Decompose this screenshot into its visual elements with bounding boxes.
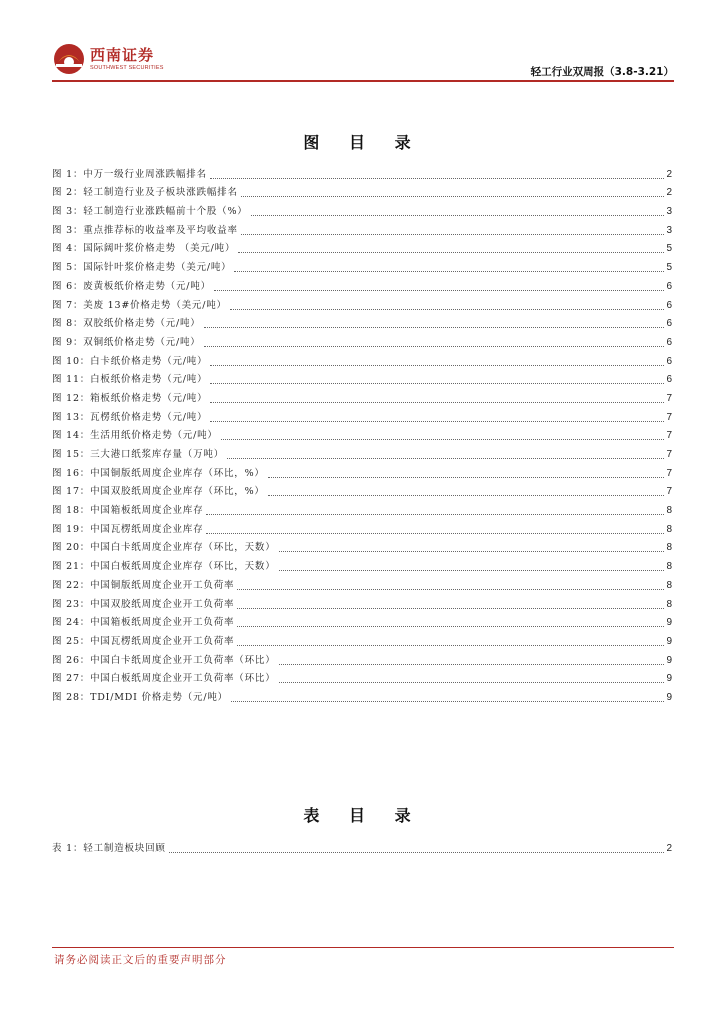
toc-leader-dots bbox=[206, 533, 664, 534]
toc-entry[interactable] bbox=[52, 255, 672, 274]
toc-entry-page-number[interactable]: 2 bbox=[666, 168, 672, 180]
toc-leader-dots bbox=[268, 477, 665, 478]
toc-entry-page-number[interactable]: 8 bbox=[666, 579, 672, 591]
toc-entry[interactable] bbox=[52, 517, 672, 536]
toc-entry-page-number[interactable]: 6 bbox=[666, 280, 672, 292]
toc-leader-dots bbox=[238, 252, 664, 253]
toc-entry-page-number[interactable]: 2 bbox=[666, 842, 672, 854]
company-logo bbox=[52, 42, 252, 76]
toc-leader-dots bbox=[227, 458, 664, 459]
toc-entry-label[interactable]: 图 21：中国白板纸周度企业库存（环比，天数） bbox=[52, 561, 276, 573]
toc-leader-dots bbox=[221, 439, 665, 440]
toc-entry-label[interactable]: 图 20：中国白卡纸周度企业库存（环比，天数） bbox=[52, 542, 276, 554]
toc-entry-label[interactable]: 图 8：双胶纸价格走势（元/吨） bbox=[52, 318, 201, 330]
toc-entry-page-number[interactable]: 7 bbox=[666, 486, 672, 498]
toc-leader-dots bbox=[279, 682, 665, 683]
toc-entry[interactable] bbox=[52, 648, 672, 667]
toc-entry[interactable] bbox=[52, 611, 672, 630]
toc-entry-label[interactable]: 图 3：轻工制造行业涨跌幅前十个股（%） bbox=[52, 206, 248, 218]
toc-entry-page-number[interactable]: 9 bbox=[666, 673, 672, 685]
toc-leader-dots bbox=[279, 551, 665, 552]
toc-leader-dots bbox=[237, 645, 664, 646]
toc-entry-page-number[interactable]: 7 bbox=[666, 392, 672, 404]
toc-entry[interactable] bbox=[52, 237, 672, 256]
toc-leader-dots bbox=[279, 570, 665, 571]
toc-entry-page-number[interactable]: 8 bbox=[666, 523, 672, 535]
toc-entry-label[interactable]: 图 27：中国白板纸周度企业开工负荷率（环比） bbox=[52, 673, 276, 685]
toc-entry-label[interactable]: 图 14：生活用纸价格走势（元/吨） bbox=[52, 430, 218, 442]
toc-leader-dots bbox=[237, 626, 664, 627]
toc-entry[interactable] bbox=[52, 368, 672, 387]
toc-entry-page-number[interactable]: 9 bbox=[666, 691, 672, 703]
toc-entry-page-number[interactable]: 5 bbox=[666, 243, 672, 255]
logo-chinese-name: 西南证券 bbox=[90, 46, 155, 64]
toc-entry-label[interactable]: 图 17：中国双胶纸周度企业库存（环比，%） bbox=[52, 486, 265, 498]
toc-entry[interactable] bbox=[52, 218, 672, 237]
toc-entry[interactable] bbox=[52, 199, 672, 218]
header-divider bbox=[52, 80, 674, 82]
footer-divider bbox=[52, 947, 674, 948]
toc-leader-dots bbox=[210, 178, 665, 179]
toc-leader-dots bbox=[169, 852, 665, 853]
toc-entry-page-number[interactable]: 7 bbox=[666, 411, 672, 423]
toc-leader-dots bbox=[237, 608, 664, 609]
toc-leader-dots bbox=[204, 327, 665, 328]
tables-toc-title: 表 目 录 bbox=[303, 806, 423, 825]
toc-entry[interactable] bbox=[52, 685, 672, 704]
toc-entry-label[interactable]: 图 25：中国瓦楞纸周度企业开工负荷率 bbox=[52, 635, 235, 647]
toc-entry-label[interactable]: 图 11：白板纸价格走势（元/吨） bbox=[52, 374, 208, 386]
toc-leader-dots bbox=[214, 290, 665, 291]
toc-entry-page-number[interactable]: 7 bbox=[666, 430, 672, 442]
toc-entry-label[interactable]: 图 24：中国箱板纸周度企业开工负荷率 bbox=[52, 617, 235, 629]
report-title: 轻工行业双周报（3.8-3.21） bbox=[530, 66, 674, 78]
toc-entry[interactable] bbox=[52, 498, 672, 517]
figures-toc-list bbox=[52, 162, 672, 704]
toc-entry-label[interactable]: 图 10：白卡纸价格走势（元/吨） bbox=[52, 355, 208, 367]
toc-entry-label[interactable]: 表 1：轻工制造板块回顾 bbox=[52, 842, 166, 854]
toc-entry[interactable] bbox=[52, 293, 672, 312]
footer-disclaimer: 请务必阅读正文后的重要声明部分 bbox=[54, 954, 227, 966]
page-header bbox=[52, 40, 674, 82]
toc-entry-page-number[interactable]: 6 bbox=[666, 336, 672, 348]
toc-leader-dots bbox=[204, 346, 665, 347]
toc-entry[interactable] bbox=[52, 330, 672, 349]
toc-entry-label[interactable]: 图 22：中国铜版纸周度企业开工负荷率 bbox=[52, 579, 235, 591]
toc-entry[interactable] bbox=[52, 349, 672, 368]
toc-leader-dots bbox=[230, 309, 665, 310]
toc-entry[interactable] bbox=[52, 162, 672, 181]
toc-entry-label[interactable]: 图 15：三大港口纸浆库存量（万吨） bbox=[52, 449, 225, 460]
toc-entry[interactable] bbox=[52, 536, 672, 555]
logo-emblem-icon bbox=[52, 42, 86, 76]
toc-entry-page-number[interactable]: 8 bbox=[666, 505, 672, 517]
toc-entry[interactable] bbox=[52, 836, 672, 855]
toc-entry-label[interactable]: 图 6：废黄板纸价格走势（元/吨） bbox=[52, 280, 211, 292]
toc-entry-page-number[interactable]: 9 bbox=[666, 635, 672, 647]
toc-entry-label[interactable]: 图 28：TDI/MDI 价格走势（元/吨） bbox=[52, 691, 228, 703]
toc-entry-page-number[interactable]: 3 bbox=[666, 206, 672, 218]
toc-leader-dots bbox=[210, 365, 664, 366]
toc-leader-dots bbox=[231, 701, 665, 702]
toc-leader-dots bbox=[268, 495, 665, 496]
toc-entry[interactable] bbox=[52, 312, 672, 331]
toc-entry-label[interactable]: 图 23：中国双胶纸周度企业开工负荷率 bbox=[52, 598, 235, 610]
toc-leader-dots bbox=[241, 196, 665, 197]
toc-entry-label[interactable]: 图 4：国际阔叶浆价格走势 （美元/吨） bbox=[52, 243, 236, 255]
logo-english-name: SOUTHWEST SECURITIES bbox=[90, 65, 164, 71]
toc-entry-page-number[interactable]: 6 bbox=[666, 355, 672, 367]
toc-entry-page-number[interactable]: 9 bbox=[666, 654, 672, 666]
toc-entry-label[interactable]: 图 16：中国铜版纸周度企业库存（环比，%） bbox=[52, 467, 265, 479]
toc-leader-dots bbox=[234, 271, 664, 272]
toc-entry-label[interactable]: 图 7：美废 13#价格走势（美元/吨） bbox=[52, 299, 227, 311]
toc-entry-label[interactable]: 图 12：箱板纸价格走势（元/吨） bbox=[52, 392, 208, 404]
toc-entry-page-number[interactable]: 9 bbox=[666, 617, 672, 629]
toc-entry[interactable] bbox=[52, 480, 672, 499]
toc-leader-dots bbox=[279, 664, 665, 665]
toc-entry-page-number[interactable]: 7 bbox=[666, 449, 672, 460]
toc-entry[interactable] bbox=[52, 461, 672, 480]
toc-entry-page-number[interactable]: 3 bbox=[666, 224, 672, 236]
toc-entry[interactable] bbox=[52, 667, 672, 686]
toc-entry[interactable] bbox=[52, 274, 672, 293]
toc-leader-dots bbox=[210, 402, 664, 403]
toc-entry[interactable] bbox=[52, 592, 672, 611]
toc-entry-label[interactable]: 图 26：中国白卡纸周度企业开工负荷率（环比） bbox=[52, 654, 276, 666]
toc-entry-label[interactable]: 图 5：国际针叶浆价格走势（美元/吨） bbox=[52, 262, 232, 274]
toc-leader-dots bbox=[251, 215, 665, 216]
toc-entry-page-number[interactable]: 2 bbox=[666, 187, 672, 199]
toc-entry-page-number[interactable]: 6 bbox=[666, 318, 672, 330]
toc-entry-label[interactable]: 图 9：双铜纸价格走势（元/吨） bbox=[52, 336, 201, 348]
toc-entry[interactable] bbox=[52, 554, 672, 573]
toc-entry[interactable] bbox=[52, 573, 672, 592]
toc-entry-page-number[interactable]: 5 bbox=[666, 262, 672, 274]
toc-entry-label[interactable]: 图 18：中国箱板纸周度企业库存 bbox=[52, 505, 204, 517]
toc-entry-page-number[interactable]: 8 bbox=[666, 561, 672, 573]
toc-leader-dots bbox=[210, 421, 664, 422]
toc-entry[interactable] bbox=[52, 386, 672, 405]
toc-leader-dots bbox=[206, 514, 664, 515]
toc-entry-label[interactable]: 图 3：重点推荐标的收益率及平均收益率 bbox=[52, 224, 238, 236]
toc-entry-page-number[interactable]: 7 bbox=[666, 467, 672, 479]
toc-leader-dots bbox=[241, 234, 665, 235]
toc-entry-page-number[interactable]: 6 bbox=[666, 374, 672, 386]
toc-entry-page-number[interactable]: 6 bbox=[666, 299, 672, 311]
toc-entry[interactable] bbox=[52, 181, 672, 200]
toc-leader-dots bbox=[237, 589, 664, 590]
toc-entry-page-number[interactable]: 8 bbox=[666, 598, 672, 610]
toc-entry[interactable] bbox=[52, 442, 672, 461]
toc-entry[interactable] bbox=[52, 405, 672, 424]
figures-toc-title: 图 目 录 bbox=[303, 133, 423, 152]
toc-leader-dots bbox=[210, 383, 664, 384]
tables-toc-list bbox=[52, 836, 672, 855]
toc-entry-page-number[interactable]: 8 bbox=[666, 542, 672, 554]
toc-entry-label[interactable]: 图 2：轻工制造行业及子板块涨跌幅排名 bbox=[52, 187, 238, 199]
toc-entry-label[interactable]: 图 13：瓦楞纸价格走势（元/吨） bbox=[52, 411, 208, 423]
toc-entry-label[interactable]: 图 1：中万一级行业周涨跌幅排名 bbox=[52, 168, 207, 180]
toc-entry[interactable] bbox=[52, 629, 672, 648]
toc-entry[interactable] bbox=[52, 424, 672, 443]
toc-entry-label[interactable]: 图 19：中国瓦楞纸周度企业库存 bbox=[52, 523, 204, 535]
